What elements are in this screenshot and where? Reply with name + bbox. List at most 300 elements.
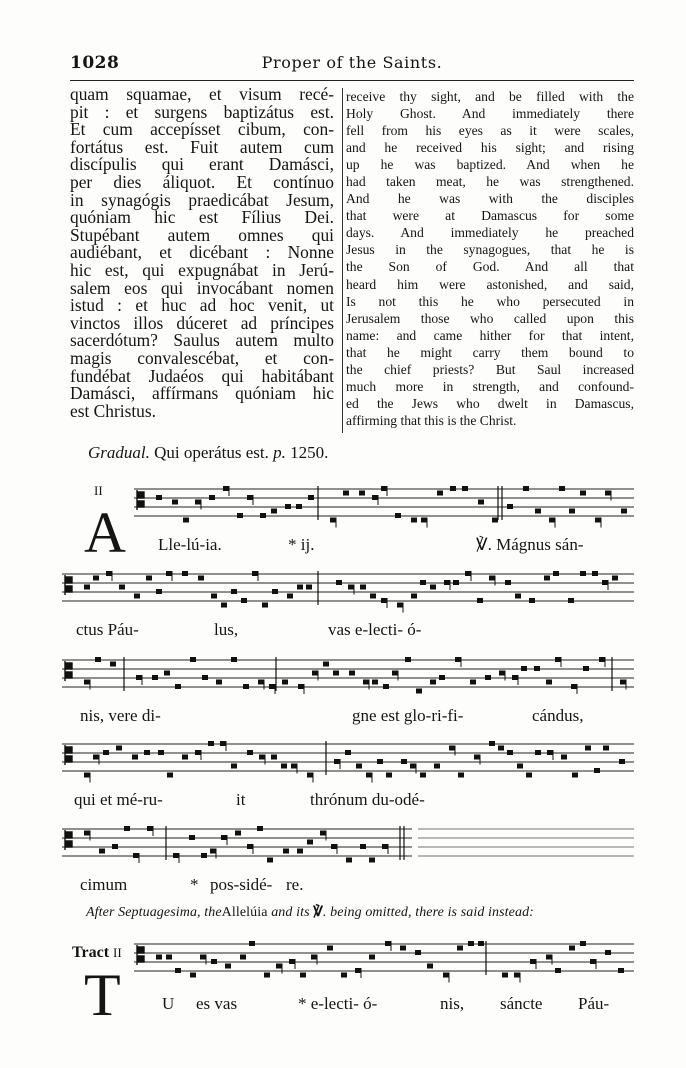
neume-note xyxy=(235,831,241,836)
neume-note xyxy=(272,589,278,594)
neume-note xyxy=(195,500,201,505)
neume-note xyxy=(397,603,403,608)
neume-note xyxy=(308,495,314,500)
neume-note xyxy=(283,849,289,854)
neume-note xyxy=(269,684,275,689)
neume-note xyxy=(477,598,483,603)
neume-note xyxy=(164,671,170,676)
neume-note xyxy=(298,684,304,689)
neume-note xyxy=(183,518,189,523)
chant-lyric: cimum xyxy=(80,875,128,894)
neume-note xyxy=(158,750,164,755)
neume-note xyxy=(585,746,591,751)
tract-lyric: Páu- xyxy=(578,994,610,1013)
neume-note xyxy=(544,576,550,581)
latin-column xyxy=(70,86,334,420)
latin-line: sacerdótum? Saulus autem multo xyxy=(70,330,334,351)
neume-note xyxy=(420,773,426,778)
neume-note xyxy=(220,741,226,746)
neume-note xyxy=(580,571,586,576)
neume-note xyxy=(485,675,491,680)
tract-lyric: U xyxy=(162,994,175,1013)
column-divider xyxy=(342,88,343,433)
english-line: days. And immediately he preached xyxy=(346,225,634,241)
neume-note xyxy=(240,955,246,960)
chant-lyric: qui et mé-ru- xyxy=(74,790,163,809)
tract-mode: II xyxy=(113,945,122,960)
rubric xyxy=(86,904,534,921)
clef-icon xyxy=(65,575,72,595)
neume-note xyxy=(124,826,130,831)
neume-note xyxy=(320,831,326,836)
latin-line: quóniam hic est Fílius Dei. xyxy=(70,207,334,228)
english-line: the chief priests? But Saul increased xyxy=(346,361,634,377)
neume-note xyxy=(434,764,440,769)
chant-staff xyxy=(62,570,634,618)
neume-note xyxy=(84,680,90,685)
neume-note xyxy=(555,657,561,662)
neume-note xyxy=(602,580,608,585)
neume-note xyxy=(257,826,263,831)
english-line: had taken meat, he was strengthened. xyxy=(346,174,634,190)
neume-note xyxy=(167,773,173,778)
neume-note xyxy=(84,773,90,778)
neume-note xyxy=(360,585,366,590)
neume-note xyxy=(572,773,578,778)
neume-note xyxy=(146,576,152,581)
tract-word: Tract xyxy=(72,944,110,961)
english-line: fell from his eyes as it were scales, xyxy=(346,123,634,139)
neume-note xyxy=(281,764,287,769)
neume-note xyxy=(580,491,586,496)
neume-note xyxy=(392,671,398,676)
neume-note xyxy=(110,662,116,667)
neume-note xyxy=(323,662,329,667)
neume-note xyxy=(259,755,265,760)
neume-note xyxy=(489,576,495,581)
neume-note xyxy=(529,598,535,603)
neume-note xyxy=(136,675,142,680)
neume-note xyxy=(262,603,268,608)
neume-note xyxy=(175,684,181,689)
chant-staff xyxy=(62,656,634,704)
neume-note xyxy=(526,773,532,778)
neume-note xyxy=(502,973,508,978)
neume-note xyxy=(243,684,249,689)
neume-note xyxy=(457,946,463,951)
neume-note xyxy=(569,946,575,951)
latin-line: fundébat Judaéos qui habitábant xyxy=(70,365,334,386)
english-line: up he was baptized. And when he xyxy=(346,157,634,173)
rubric-alleluia: Allelúia xyxy=(221,905,268,920)
chant-initial: A xyxy=(84,500,126,565)
neume-note xyxy=(553,571,559,576)
neume-note xyxy=(132,755,138,760)
neume-note xyxy=(356,764,362,769)
neume-note xyxy=(221,835,227,840)
english-line: Jerusalem those who called upon this xyxy=(346,310,634,326)
neume-note xyxy=(450,486,456,491)
neume-note xyxy=(620,680,626,685)
neume-note xyxy=(569,509,575,514)
tract-staff xyxy=(134,940,634,988)
neume-note xyxy=(370,594,376,599)
english-line: ed the Jews who dwelt in Damascus, xyxy=(346,395,634,411)
neume-note xyxy=(267,858,273,863)
chant-lyric: * xyxy=(190,875,199,894)
english-line: and he received his sight; and rising xyxy=(346,140,634,156)
neume-note xyxy=(535,509,541,514)
neume-note xyxy=(182,755,188,760)
neume-note xyxy=(401,759,407,764)
neume-note xyxy=(291,764,297,769)
chant-lyric: ℣. Mágnus sán- xyxy=(476,535,584,554)
neume-note xyxy=(307,840,313,845)
chant-lyric: cándus, xyxy=(532,706,584,725)
neume-note xyxy=(592,571,598,576)
neume-note xyxy=(535,750,541,755)
neume-note xyxy=(330,518,336,523)
english-line: affirming that this is the Christ. xyxy=(346,412,517,428)
neume-note xyxy=(247,495,253,500)
chant-lyric: * ij. xyxy=(288,535,315,554)
neume-note xyxy=(381,598,387,603)
neume-note xyxy=(385,941,391,946)
neume-note xyxy=(336,580,342,585)
neume-note xyxy=(580,941,586,946)
neume-note xyxy=(327,946,333,951)
neume-note xyxy=(93,755,99,760)
rubric-part-1: After Septuagesima, the xyxy=(86,905,222,920)
tract-initial: T xyxy=(84,962,121,1028)
neume-note xyxy=(377,759,383,764)
neume-note xyxy=(276,964,282,969)
neume-note xyxy=(534,666,540,671)
neume-note xyxy=(599,657,605,662)
chant-lyric: gne est glo-ri-fi- xyxy=(352,706,464,725)
neume-note xyxy=(546,955,552,960)
neume-note xyxy=(386,773,392,778)
neume-note xyxy=(297,585,303,590)
neume-note xyxy=(237,513,243,518)
clef-icon xyxy=(65,830,72,850)
neume-note xyxy=(331,844,337,849)
neume-note xyxy=(546,680,552,685)
neume-note xyxy=(462,486,468,491)
neume-note xyxy=(571,684,577,689)
neume-note xyxy=(175,968,181,973)
neume-note xyxy=(311,955,317,960)
neume-note xyxy=(99,849,105,854)
neume-note xyxy=(595,518,601,523)
latin-line: audiébant, et dicébant : Nonne xyxy=(70,242,334,263)
gradual-page-number: 1250. xyxy=(290,443,329,462)
chant-lyric: pos-sidé- xyxy=(210,875,273,894)
latin-line: magis convalescébat, et con- xyxy=(70,347,334,368)
neume-note xyxy=(84,585,90,590)
neume-note xyxy=(410,764,416,769)
tract-label xyxy=(72,944,122,962)
latin-line: hic est, qui expugnábat in Jerú- xyxy=(70,259,334,280)
neume-note xyxy=(590,959,596,964)
neume-note xyxy=(619,759,625,764)
neume-note xyxy=(231,764,237,769)
english-line: receive thy sight, and be filled with the xyxy=(346,89,634,104)
neume-note xyxy=(549,518,555,523)
english-line: that he might carry them bound to xyxy=(346,344,634,360)
neume-note xyxy=(369,858,375,863)
english-line: Jesus in the synagogues, that he is xyxy=(346,242,634,258)
neume-note xyxy=(437,491,443,496)
latin-line: salem eos qui invocábant nomen xyxy=(70,277,334,298)
neume-note xyxy=(444,580,450,585)
gradual-label: Gradual. xyxy=(88,443,150,462)
neume-note xyxy=(427,964,433,969)
neume-note xyxy=(618,968,624,973)
neume-note xyxy=(119,585,125,590)
neume-note xyxy=(583,666,589,671)
neume-note xyxy=(300,973,306,978)
neume-note xyxy=(355,968,361,973)
versicle-symbol: ℣ xyxy=(313,905,323,920)
neume-note xyxy=(112,844,118,849)
neume-note xyxy=(341,973,347,978)
neume-note xyxy=(430,585,436,590)
latin-line: pit : et surgens baptizátus est. xyxy=(70,101,334,122)
neume-note xyxy=(95,657,101,662)
neume-note xyxy=(372,680,378,685)
latin-line: in synagógis praedicábat Jesum, xyxy=(70,189,334,210)
latin-line: Stupébant autem omnes qui xyxy=(70,224,334,245)
english-line: that were at Damascus for some xyxy=(346,208,634,224)
neume-note xyxy=(612,576,618,581)
clef-icon xyxy=(65,661,72,681)
neume-note xyxy=(231,657,237,662)
header-rule xyxy=(70,80,634,81)
chant-lyric: nis, vere di- xyxy=(80,706,161,725)
neume-note xyxy=(133,853,139,858)
neume-note xyxy=(195,750,201,755)
neume-note xyxy=(478,941,484,946)
neume-note xyxy=(201,853,207,858)
neume-note xyxy=(144,750,150,755)
neume-note xyxy=(271,755,277,760)
chant-lyric: ctus Páu- xyxy=(76,620,139,639)
mode-label: II xyxy=(94,483,103,498)
neume-note xyxy=(605,950,611,955)
chant-lyric: lus, xyxy=(214,620,239,639)
neume-note xyxy=(515,594,521,599)
neume-note xyxy=(116,746,122,751)
english-line: Holy Ghost. And immediately there xyxy=(346,106,634,122)
neume-note xyxy=(395,513,401,518)
chant-staff xyxy=(62,740,634,788)
neume-note xyxy=(523,486,529,491)
neume-note xyxy=(333,671,339,676)
english-line: much more in strength, and confound- xyxy=(346,378,634,394)
latin-line: Et cum accepísset cibum, con- xyxy=(70,119,334,140)
neume-note xyxy=(530,959,536,964)
neume-note xyxy=(156,495,162,500)
neume-note xyxy=(605,491,611,496)
neume-note xyxy=(360,844,366,849)
rubric-part-2: and its xyxy=(271,905,310,920)
neume-note xyxy=(489,741,495,746)
neume-note xyxy=(594,768,600,773)
latin-line: vinctos illos dúceret ad príncipes xyxy=(70,312,334,333)
neume-note xyxy=(221,603,227,608)
neume-note xyxy=(260,513,266,518)
neume-note xyxy=(383,684,389,689)
neume-note xyxy=(297,849,303,854)
neume-note xyxy=(209,495,215,500)
neume-note xyxy=(106,571,112,576)
neume-note xyxy=(555,968,561,973)
neume-note xyxy=(492,518,498,523)
english-line: name: and came hither for that intent, xyxy=(346,327,634,343)
tract-lyric: sáncte xyxy=(500,994,543,1013)
gradual-page-abbrev: p. xyxy=(273,443,286,462)
chant-staff xyxy=(62,825,634,873)
neume-note xyxy=(334,759,340,764)
neume-note xyxy=(93,576,99,581)
neume-note xyxy=(458,773,464,778)
neume-note xyxy=(345,750,351,755)
chant-lyric: it xyxy=(236,790,246,809)
neume-note xyxy=(499,671,505,676)
tract-lyric: es vas xyxy=(196,994,238,1013)
latin-line: Damásci, affírmans quóniam hic xyxy=(70,383,334,404)
neume-note xyxy=(366,773,372,778)
latin-line: per dies áliquot. Et contínuo xyxy=(70,171,334,192)
neume-note xyxy=(507,750,513,755)
clef-icon xyxy=(137,490,144,510)
latin-line: istud : et huc ad hoc venit, ut xyxy=(70,295,334,316)
neume-note xyxy=(443,973,449,978)
neume-note xyxy=(478,500,484,505)
chant-lyric: thrónum du-odé- xyxy=(310,790,425,809)
gradual-reference xyxy=(88,443,328,463)
neume-note xyxy=(561,755,567,760)
neume-note xyxy=(282,680,288,685)
neume-note xyxy=(202,675,208,680)
latin-line: quam squamae, et visum recé- xyxy=(70,84,334,104)
neume-note xyxy=(189,835,195,840)
neume-note xyxy=(514,973,520,978)
neume-note xyxy=(468,941,474,946)
neume-note xyxy=(156,955,162,960)
neume-note xyxy=(359,491,365,496)
neume-note xyxy=(134,594,140,599)
neume-note xyxy=(287,594,293,599)
neume-note xyxy=(166,571,172,576)
page-header xyxy=(70,53,634,75)
neume-note xyxy=(173,853,179,858)
english-column xyxy=(346,88,634,429)
neume-note xyxy=(455,657,461,662)
neume-note xyxy=(449,746,455,751)
neume-note xyxy=(208,741,214,746)
neume-note xyxy=(603,746,609,751)
page-number: 1028 xyxy=(70,53,120,73)
chant-lyric: re. xyxy=(286,875,304,894)
neume-note xyxy=(247,844,253,849)
neume-note xyxy=(271,509,277,514)
neume-note xyxy=(241,598,247,603)
neume-note xyxy=(439,675,445,680)
neume-note xyxy=(147,826,153,831)
neume-note xyxy=(470,680,476,685)
english-line: And he was with the disciples xyxy=(346,191,634,207)
neume-note xyxy=(420,580,426,585)
neume-note xyxy=(430,680,436,685)
running-head: Proper of the Saints. xyxy=(261,53,443,72)
chant-lyric: vas e-lecti- ó- xyxy=(328,620,422,639)
latin-line: fortátus est. Fuit autem cum xyxy=(70,136,334,157)
neume-note xyxy=(343,491,349,496)
neume-note xyxy=(453,580,459,585)
neume-note xyxy=(346,858,352,863)
neume-note xyxy=(264,973,270,978)
neume-note xyxy=(223,486,229,491)
neume-note xyxy=(568,598,574,603)
neume-note xyxy=(190,973,196,978)
rubric-part-3: . being omitted, there is said instead: xyxy=(322,905,534,920)
tract-lyric: nis, xyxy=(440,994,465,1013)
neume-note xyxy=(474,755,480,760)
english-line: heard him were astonished, and said, xyxy=(346,276,634,292)
neume-note xyxy=(307,773,313,778)
neume-note xyxy=(400,946,406,951)
neume-note xyxy=(172,500,178,505)
neume-note xyxy=(166,955,172,960)
neume-note xyxy=(247,750,253,755)
neume-note xyxy=(156,589,162,594)
staff-end-mask xyxy=(412,825,634,865)
chant-staff xyxy=(134,485,634,533)
neume-note xyxy=(411,518,417,523)
neume-note xyxy=(363,680,369,685)
neume-note xyxy=(210,849,216,854)
neume-note xyxy=(349,671,355,676)
neume-note xyxy=(152,675,158,680)
neume-note xyxy=(190,657,196,662)
neume-note xyxy=(512,675,518,680)
neume-note xyxy=(103,750,109,755)
neume-note xyxy=(382,844,388,849)
neume-note xyxy=(405,657,411,662)
neume-note xyxy=(182,571,188,576)
neume-note xyxy=(415,950,421,955)
neume-note xyxy=(216,680,222,685)
neume-note xyxy=(312,671,318,676)
neume-note xyxy=(465,571,471,576)
neume-note xyxy=(416,689,422,694)
neume-note xyxy=(381,486,387,491)
latin-line: discípulis qui erant Damásci, xyxy=(70,154,334,175)
neume-note xyxy=(285,504,291,509)
latin-line: est Christus. xyxy=(70,400,156,421)
neume-note xyxy=(521,666,527,671)
neume-note xyxy=(507,504,513,509)
neume-note xyxy=(211,594,217,599)
neume-note xyxy=(289,959,295,964)
neume-note xyxy=(231,589,237,594)
english-line: the Son of God. And all that xyxy=(346,259,634,275)
neume-note xyxy=(200,955,206,960)
neume-note xyxy=(249,941,255,946)
neume-note xyxy=(559,486,565,491)
